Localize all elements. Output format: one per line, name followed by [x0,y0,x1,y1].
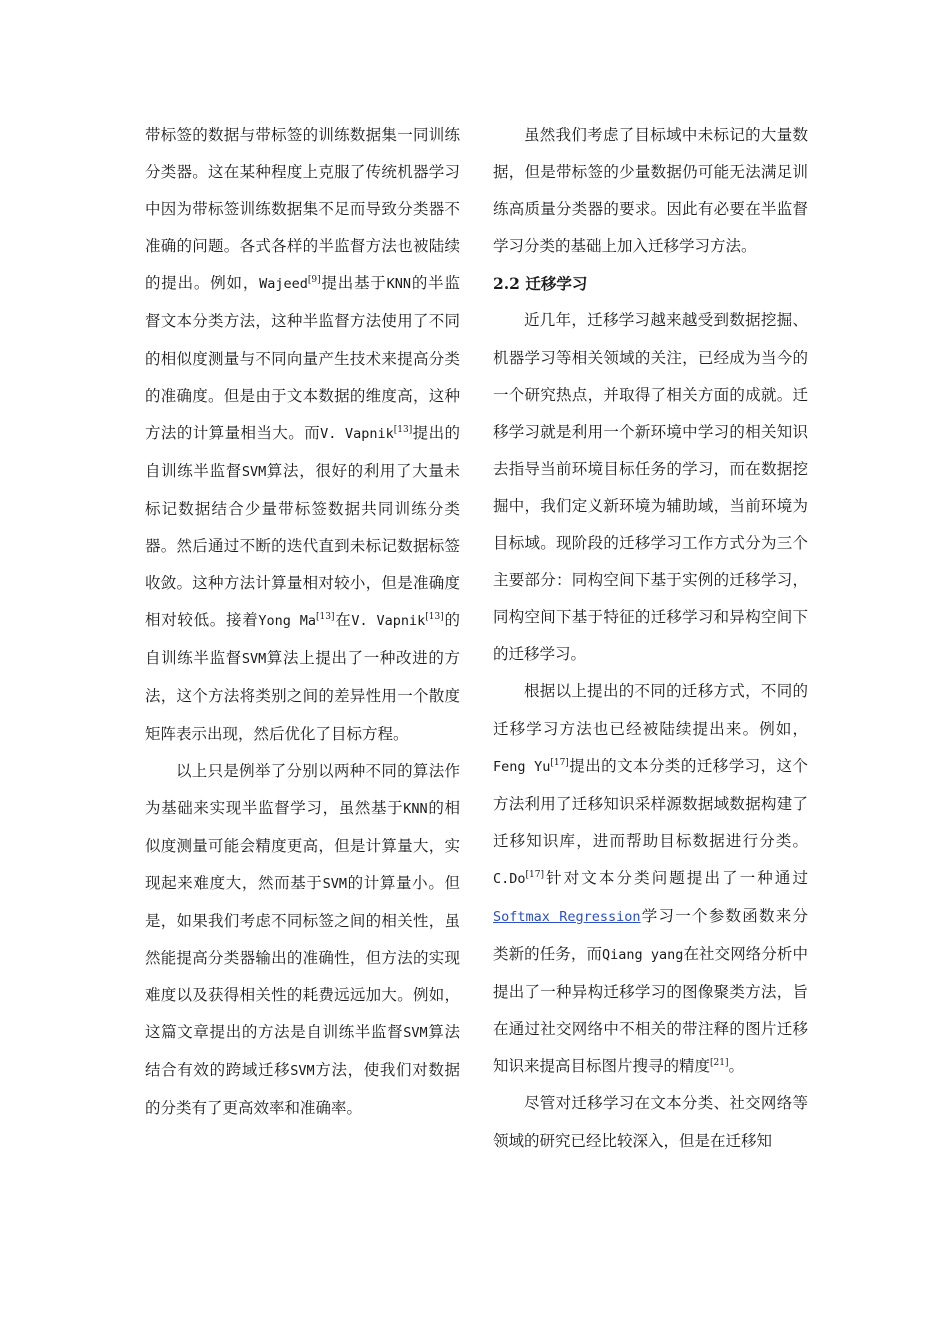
text-run: 算法结合有效的跨域迁移 [145,1023,460,1080]
text-run: 根据以上提出的不同的迁移方式，不同的迁移学习方法也已经被陆续提出来。例如， [493,682,808,738]
term: SVM [241,463,267,480]
paragraph: 近几年，迁移学习越来越受到数据挖掘、机器学习等相关领域的关注，已经成为当今的一个研究热点，并取得了相关方面的成就。迁移学习就是利用一个新环境中学习的相关知识去指导当前环境目标任务的学习，而在数据挖掘中，我们定义新环境为辅助域，当前环境为目标域。现阶段的迁移学习工作方式分为三个主要部分：同构空间下基于实例的迁移学习，同构空间下基于特征的迁移学习和异构空间下的迁移学习。 [493,311,808,664]
term: SVM [322,875,347,892]
author-name: Wajeed [259,276,308,293]
author-name: Feng Yu [493,758,551,775]
author-name: V. Vapnik [351,613,426,630]
citation: [17] [525,869,544,880]
paragraph: 虽然我们考虑了目标域中未标记的大量数据，但是带标签的少量数据仍可能无法满足训练高质量分类器的要求。因此有必要在半监督学习分类的基础上加入迁移学习方法。 [493,126,808,256]
text-run: 学习一个参数函数来分类新的任务，而 [493,906,808,964]
term: SVM [241,651,267,668]
text-run: 算法，很好的利用了大量未标记数据结合少量带标签数据共同训练分类器。然后通过不断的迭代直到未标记数据标签收敛。这种方法计算量相对较小，但是准确度相对较低。接着 [145,461,460,630]
text-run: 的计算量小。但是，如果我们考虑不同标签之间的相关性，虽然能提高分类器输出的准确性，但方法的实现难度以及获得相关性的耗费远远加大。例如，这篇文章提出的方法是自训练半监督 [145,873,460,1042]
text-run: 的相似度测量可能会精度更高，但是计算量大，实现起来难度大，然而基于 [145,798,460,892]
text-run: 的自训练半监督 [145,611,460,668]
term: SVM [290,1063,315,1080]
paragraph: 尽管对迁移学习在文本分类、社交网络等领域的研究已经比较深入，但是在迁移知 [493,1094,808,1150]
text-run: 针对文本分类问题提出了一种通过 [544,868,808,887]
paragraph [145,753,460,1128]
citation: [21] [710,1058,729,1069]
author-name: Yong Ma [258,613,317,630]
text-run: 提出的文本分类的迁移学习，这个方法利用了迁移知识采样源数据域数据构建了迁移知识库，进而帮助目标数据进行分类。 [493,756,808,850]
citation: [17] [550,757,569,768]
softmax-regression-link[interactable]: Softmax Regression [493,908,641,925]
section-heading: 2.2 迁移学习 [493,274,588,294]
term: KNN [403,800,428,817]
term: KNN [386,276,412,293]
text-run: 提出的自训练半监督 [145,423,460,480]
text-run: 在社交网络分析中提出了一种异构迁移学习的图像聚类方法，旨在通过社交网络中不相关的带注释的图片迁移知识来提高目标图片搜寻的精度 [493,945,808,1076]
text-run: 方法，使我们对数据的分类有了更高效率和准确率。 [145,1061,460,1118]
citation: [13] [425,612,444,623]
paragraph [145,117,460,753]
author-name: C.Do [493,870,526,887]
right-column [493,117,808,1160]
term: SVM [403,1025,428,1042]
text-run: 带标签的数据与带标签的训练数据集一同训练分类器。这在某种程度上克服了传统机器学习中因为带标签训练数据集不足而导致分类器不准确的问题。各式各样的半监督方法也被陆续的提出。例如， [145,126,460,293]
citation: [9] [307,275,321,286]
text-run: 的半监督文本分类方法，这种半监督方法使用了不同的相似度测量与不同向量产生技术来提高分类的准确度。但是由于文本数据的维度高，这种方法的计算量相当大。而 [145,274,460,442]
text-run: 算法上提出了一种改进的方法，这个方法将类别之间的差异性用一个散度矩阵表示出现，然后优化了目标方程。 [145,649,460,743]
text-run: 以上只是例举了分别以两种不同的算法作为基础来实现半监督学习，虽然基于 [145,761,460,817]
citation: [13] [316,612,335,623]
left-column [145,117,460,1128]
paragraph [493,673,808,1085]
citation: [13] [393,424,413,435]
text-run: 提出基于 [320,274,387,293]
text-run: 在 [334,611,352,630]
author-name: Qiang yang [602,947,684,964]
author-name: V. Vapnik [320,425,394,442]
text-run: 。 [728,1057,745,1076]
